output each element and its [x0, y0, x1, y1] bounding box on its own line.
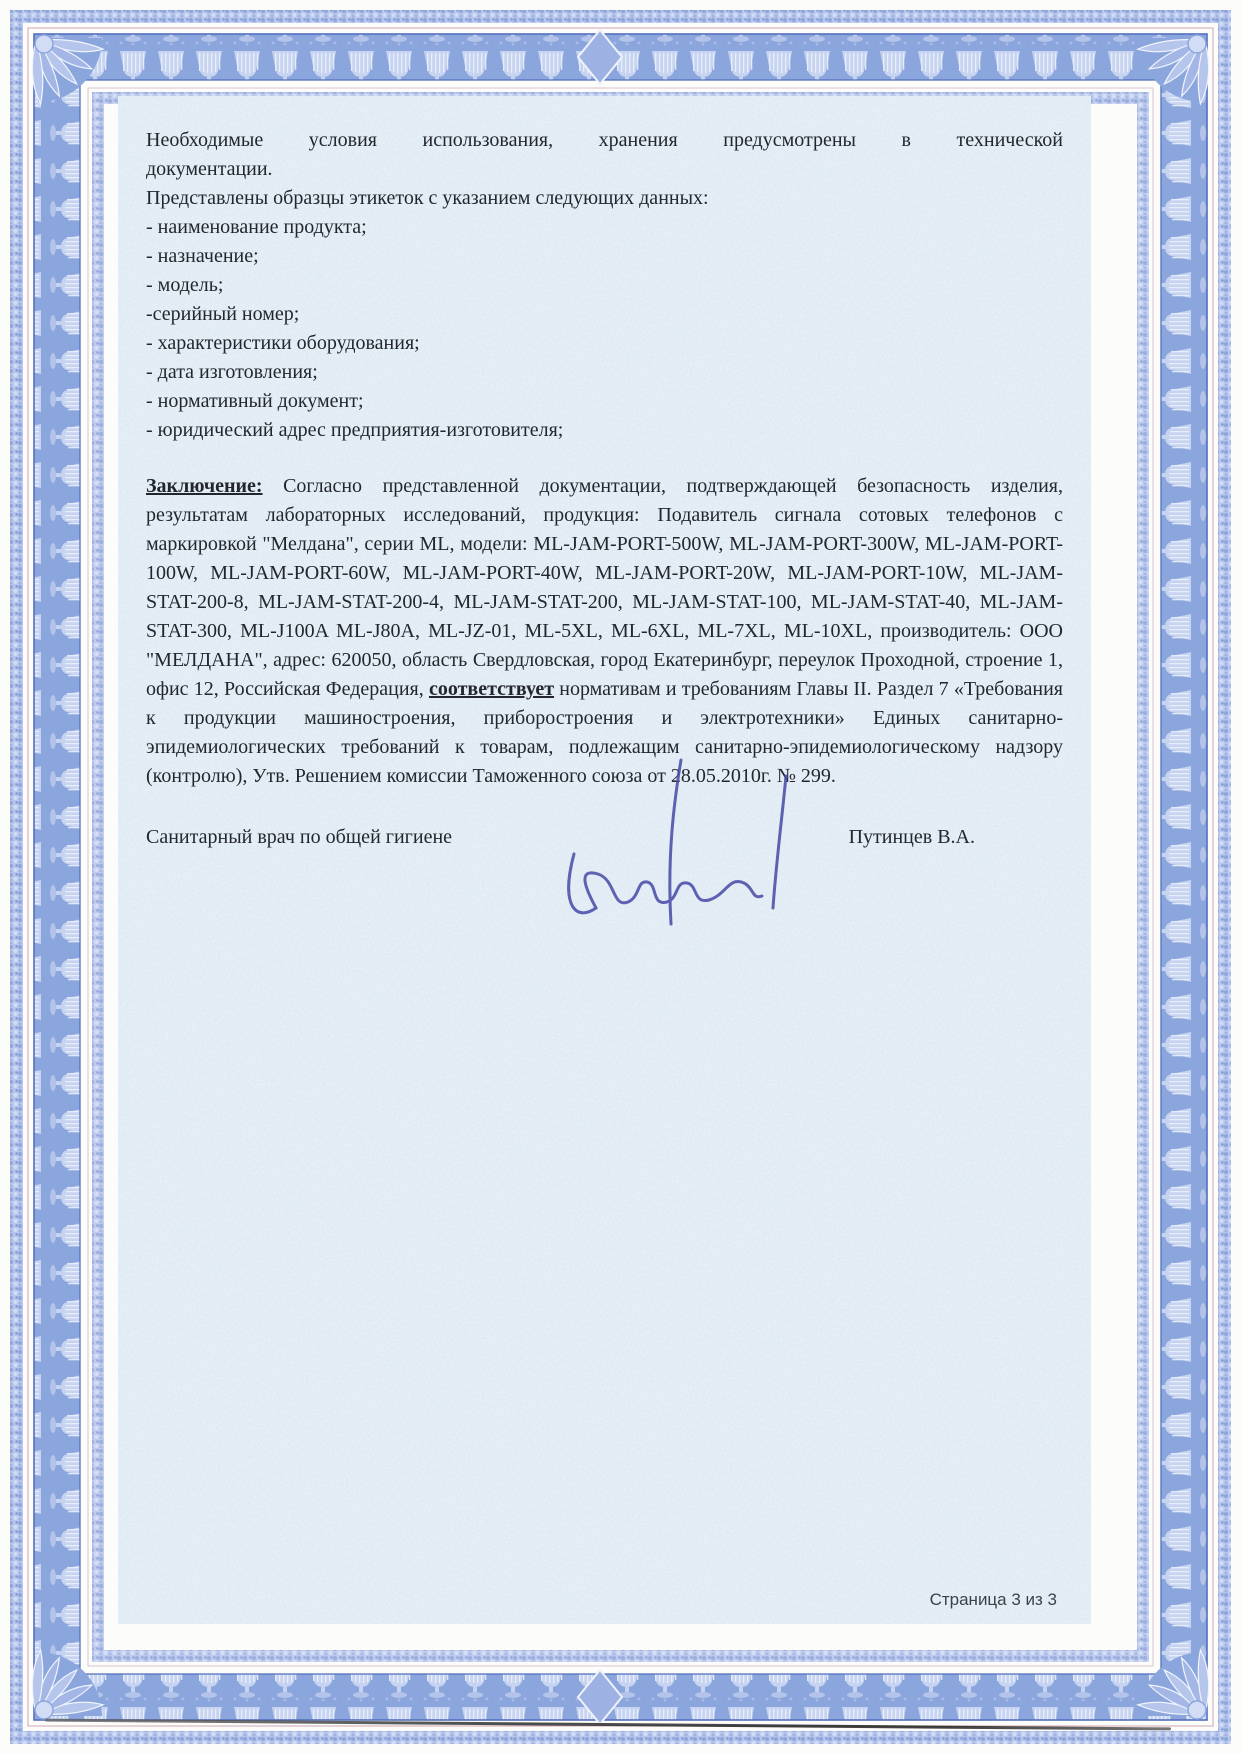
text-layer: [118, 96, 1091, 1624]
intro-paragraph: Необходимые условия использования, хранения предусмотрены в технической документации.: [146, 129, 1063, 180]
list-item: - нормативный документ;: [146, 390, 364, 412]
conclusion-emphasis: соответствует: [428, 678, 555, 700]
conclusion-text-after: нормативам и требованиям Главы II. Раздел 7 «Требования к продукции машиностроения, приборостроения и электротехники» Единых санитарно-эпидемиологических требований к товарам, подлежащим санитарно-эпидемиологическому надзору (контролю), Утв. Решением комиссии Таможенного союза от 28.05.2010г. № 299.: [146, 678, 1064, 787]
list-item: - юридический адрес предприятия-изготовителя;: [146, 419, 564, 441]
signer-name: Путинцев В.А.: [848, 826, 975, 848]
list-item: - характеристики оборудования;: [146, 332, 420, 354]
conclusion-paragraph: [146, 472, 1063, 791]
conclusion-text-before: Согласно представленной документации, подтверждающей безопасность изделия, результатам лабораторных исследований, продукция: Подавитель сигнала сотовых телефонов с маркировкой "Мелдана", серии ML, модели: ML-JAM-PORT-500W, ML-JAM-PORT-300W, ML-JAM-PORT-100W, ML-JAM-PORT-60W, ML-JAM-PORT-40W, ML-JAM-PORT-20W, ML-JAM-PORT-10W, ML-JAM-STAT-200-8, ML-JAM-STAT-200-4, ML-JAM-STAT-200, ML-JAM-STAT-100, ML-JAM-STAT-40, ML-JAM-STAT-300, ML-J100A ML-J80A, ML-JZ-01, ML-5XL, ML-6XL, ML-7XL, ML-10XL, производитель: ООО "МЕЛДАНА", адрес: 620050, область Свердловская, город Екатеринбург, переулок Проходной, строение 1, офис 12, Российская Федерация,: [146, 475, 1063, 700]
list-item: - назначение;: [146, 245, 259, 267]
list-item: -серийный номер;: [146, 303, 300, 325]
page-number: Страница 3 из 3: [929, 1590, 1057, 1609]
list-item: - дата изготовления;: [146, 361, 318, 383]
signature-row: [146, 823, 1063, 852]
list-item: - модель;: [146, 274, 224, 296]
labels-heading: Представлены образцы этикеток с указанием следующих данных:: [146, 187, 709, 209]
border-band-left: [34, 80, 80, 1674]
document-body: [118, 96, 1091, 1624]
list-item: - наименование продукта;: [146, 216, 367, 238]
border-band-right: [1161, 80, 1207, 1674]
spacer: [146, 445, 1063, 472]
signer-role-label: Санитарный врач по общей гигиене: [146, 826, 453, 848]
conclusion-heading: Заключение:: [146, 475, 263, 497]
